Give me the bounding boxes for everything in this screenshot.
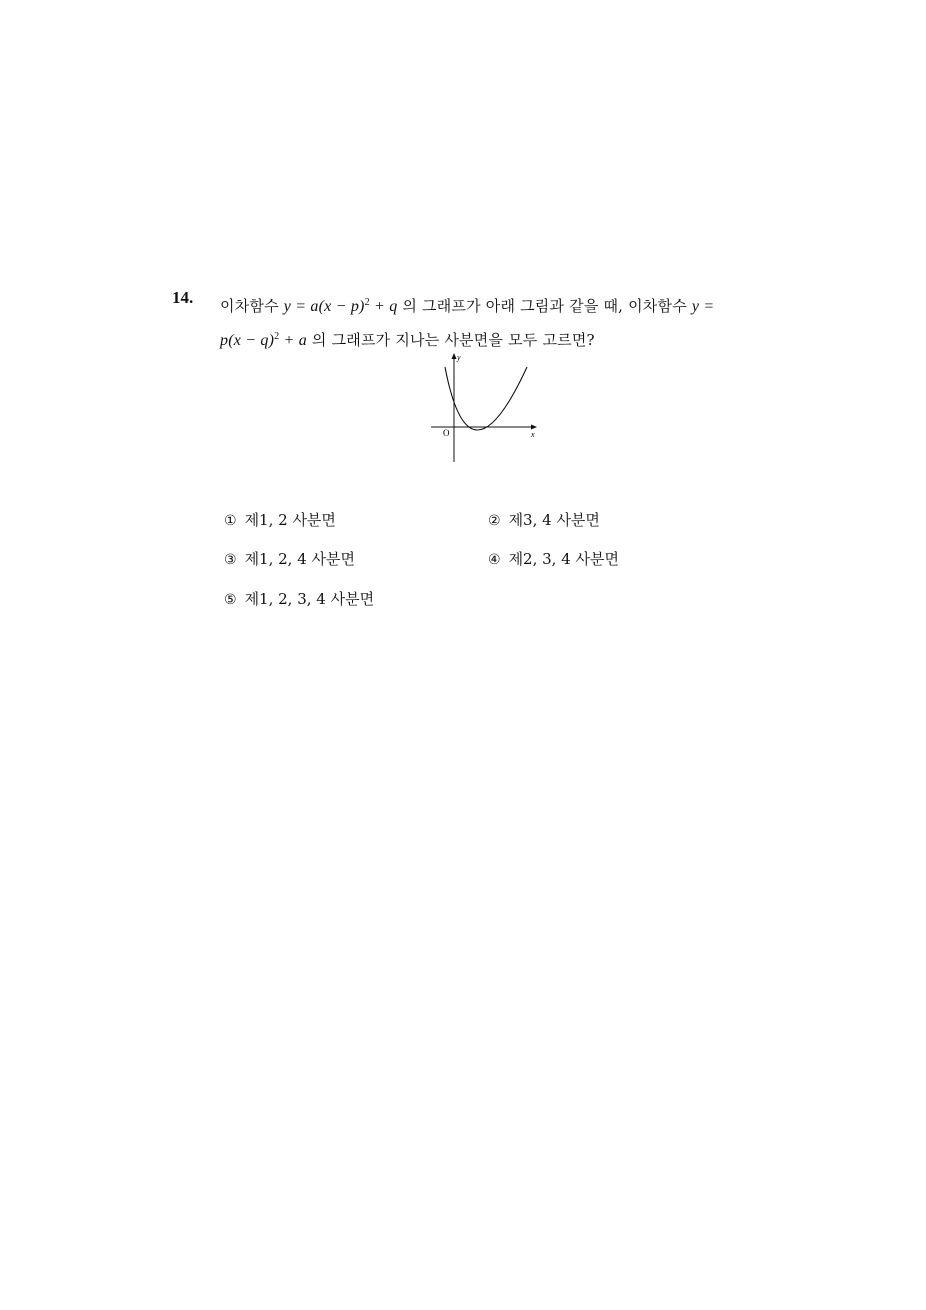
stem-text: 이차함수 — [220, 297, 284, 315]
choice-marker: ① — [224, 513, 237, 529]
math-part: + q — [369, 298, 398, 315]
choice-1[interactable] — [224, 509, 336, 530]
choice-2[interactable] — [488, 509, 600, 530]
choice-text: 제1, 2, 4 사분면 — [244, 550, 355, 568]
choice-text: 제1, 2 사분면 — [244, 511, 336, 529]
exponent: 2 — [274, 331, 280, 342]
choice-text: 제3, 4 사분면 — [508, 511, 600, 529]
choice-text: 제1, 2, 3, 4 사분면 — [244, 590, 375, 608]
choice-text: 제2, 3, 4 사분면 — [508, 550, 619, 568]
x-axis-arrow — [531, 425, 537, 430]
origin-label: O — [443, 428, 450, 438]
choice-marker: ⑤ — [224, 592, 237, 608]
math-part: + a — [279, 332, 307, 349]
problem-number: 14. — [172, 288, 194, 307]
y-axis-arrow — [452, 353, 457, 359]
stem-text: 의 그래프가 지나는 사분면을 모두 고르면? — [306, 331, 595, 349]
math-part: p(x − q) — [220, 332, 275, 349]
choice-marker: ③ — [224, 552, 237, 568]
parabola-graph — [425, 350, 545, 466]
math-expression: y = — [691, 298, 715, 315]
choice-3[interactable] — [224, 548, 355, 569]
choice-marker: ② — [488, 513, 501, 529]
parabola-curve — [445, 367, 527, 430]
problem-stem — [220, 288, 760, 356]
x-axis-label: x — [531, 430, 535, 439]
choice-marker: ④ — [488, 552, 501, 568]
math-expression — [284, 298, 398, 315]
exponent: 2 — [364, 297, 370, 308]
stem-text: 의 그래프가 아래 그림과 같을 때, 이차함수 — [397, 297, 692, 315]
choice-5[interactable] — [224, 588, 374, 609]
choice-4[interactable] — [488, 548, 619, 569]
math-part: y = a(x − p) — [283, 298, 365, 315]
math-expression — [220, 332, 307, 349]
y-axis-label: y — [457, 353, 461, 362]
stem-line-1 — [220, 288, 760, 322]
